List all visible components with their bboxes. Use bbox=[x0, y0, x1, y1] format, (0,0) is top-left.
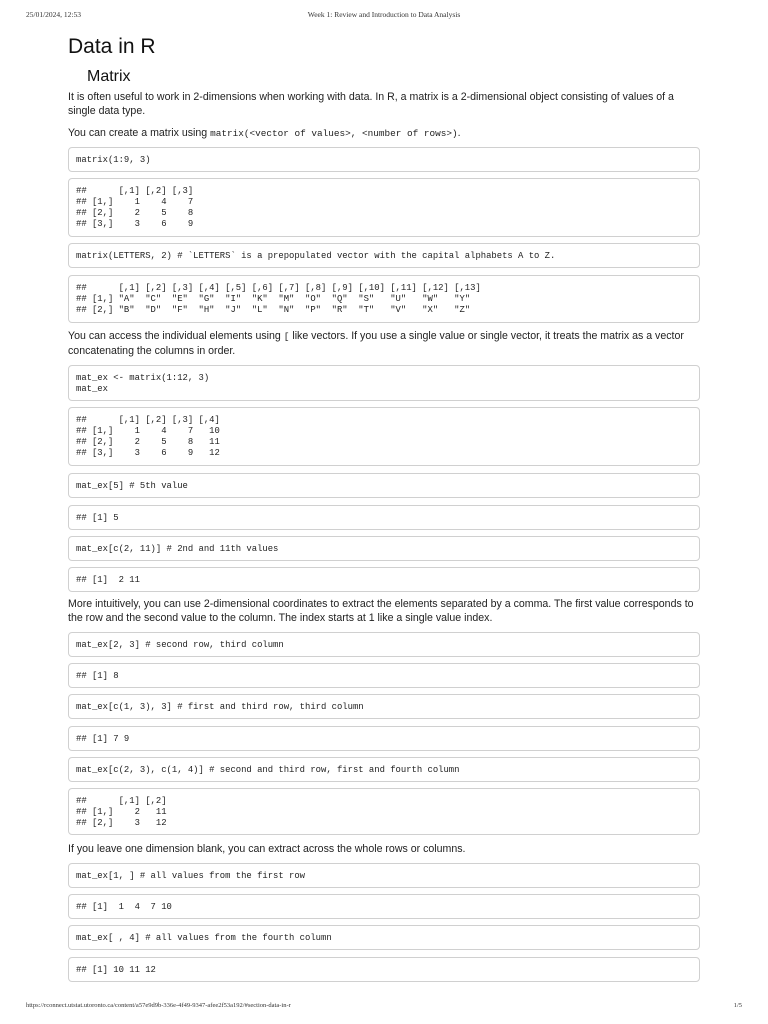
code-block[interactable]: mat_ex[c(1, 3), 3] # first and third row, third column bbox=[68, 694, 700, 719]
code-block[interactable]: mat_ex <- matrix(1:12, 3) mat_ex bbox=[68, 365, 700, 401]
page-title: Data in R bbox=[68, 35, 156, 58]
print-header bbox=[26, 10, 742, 22]
output-block: ## [1] 2 11 bbox=[68, 567, 700, 592]
output-block: ## [,1] [,2] [,3] ## [1,] 1 4 7 ## [2,] 2 5 8 ## [3,] 3 6 9 bbox=[68, 178, 700, 237]
output-block: ## [,1] [,2] [,3] [,4] ## [1,] 1 4 7 10 ## [2,] 2 5 8 11 ## [3,] 3 6 9 12 bbox=[68, 407, 700, 466]
paragraph-text: You can access the individual elements using bbox=[68, 330, 284, 342]
code-block[interactable]: matrix(LETTERS, 2) # `LETTERS` is a prepopulated vector with the capital alphabets A to Z. bbox=[68, 243, 700, 268]
paragraph-coordinates: More intuitively, you can use 2-dimensional coordinates to extract the elements separated by a comma. The first value corresponds to the row and the second value to the column. The index starts at 1 like a single value index. bbox=[68, 598, 694, 624]
output-block: ## [1] 10 11 12 bbox=[68, 957, 700, 982]
code-block[interactable]: mat_ex[5] # 5th value bbox=[68, 473, 700, 498]
inline-code: [ bbox=[283, 331, 290, 342]
code-block[interactable]: matrix(1:9, 3) bbox=[68, 147, 700, 172]
code-block[interactable]: mat_ex[c(2, 3), c(1, 4)] # second and third row, first and fourth column bbox=[68, 757, 700, 782]
paragraph-text-cont: like vectors. If you use a single value or single vector, it treats the matrix as a vector concatenating the columns in order. bbox=[68, 330, 684, 357]
paragraph-text: You can create a matrix using bbox=[68, 127, 211, 139]
output-block: ## [1] 5 bbox=[68, 505, 700, 530]
output-block: ## [1] 8 bbox=[68, 663, 700, 688]
output-block: ## [1] 7 9 bbox=[68, 726, 700, 751]
code-block[interactable]: mat_ex[1, ] # all values from the first row bbox=[68, 863, 700, 888]
paragraph-end: . bbox=[457, 127, 461, 139]
paragraph-blank-dimension: If you leave one dimension blank, you can extract across the whole rows or columns. bbox=[68, 843, 466, 855]
print-datetime: 25/01/2024, 12:53 bbox=[26, 10, 82, 19]
print-doc-title: Week 1: Review and Introduction to Data Analysis bbox=[307, 10, 461, 19]
code-block[interactable]: mat_ex[ , 4] # all values from the fourth column bbox=[68, 925, 700, 950]
inline-code: matrix(<vector of values>, <number of rows>) bbox=[210, 128, 458, 139]
paragraph-intro: It is often useful to work in 2-dimensions when working with data. In R, a matrix is a 2-dimensional object consisting of values of a single data type. bbox=[68, 91, 674, 117]
print-footer bbox=[26, 1002, 742, 1012]
print-page-number: 1/5 bbox=[733, 1002, 742, 1009]
code-block[interactable]: mat_ex[2, 3] # second row, third column bbox=[68, 632, 700, 657]
section-title: Matrix bbox=[87, 68, 131, 85]
page-content bbox=[68, 30, 700, 975]
output-block: ## [1] 1 4 7 10 bbox=[68, 894, 700, 919]
code-block[interactable]: mat_ex[c(2, 11)] # 2nd and 11th values bbox=[68, 536, 700, 561]
paragraph-access bbox=[68, 329, 700, 358]
output-block: ## [,1] [,2] ## [1,] 2 11 ## [2,] 3 12 bbox=[68, 788, 700, 835]
print-url[interactable]: https://rconnect.utstat.utoronto.ca/content/a57e9d9b-336e-4f49-9347-afee2f53a192/#section-data-in-r bbox=[26, 1002, 291, 1009]
output-block: ## [,1] [,2] [,3] [,4] [,5] [,6] [,7] [,8] [,9] [,10] [,11] [,12] [,13] ## [1,] "A" "C" "E" "G" "I" "K" "M" "O" "Q" "S" "U" "W" "Y" ## [2,] "B" "D" "F" "H" "J" "L" "N" "P" "R" "T" "V" "X" "Z" bbox=[68, 275, 700, 323]
paragraph-create-matrix bbox=[68, 126, 700, 141]
